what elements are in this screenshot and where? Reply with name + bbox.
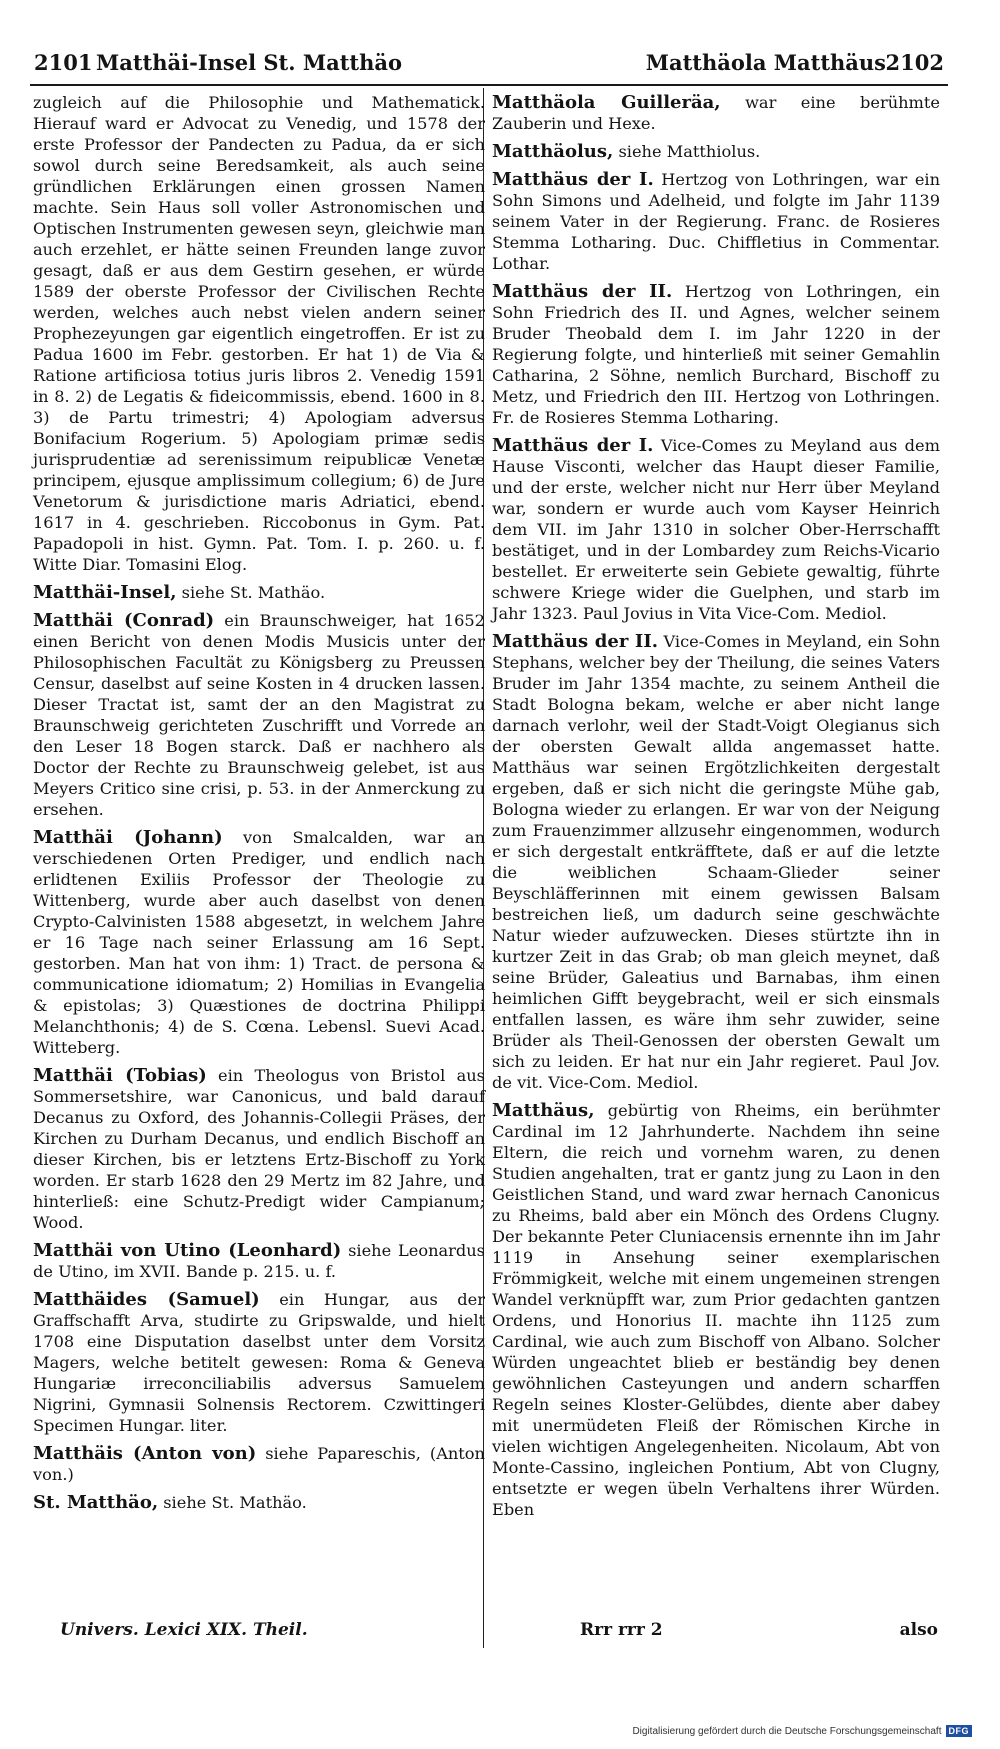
- left-column: [33, 92, 485, 1513]
- entry-text: siehe St. Mathäo.: [163, 1493, 307, 1512]
- lexicon-entry: [492, 281, 940, 428]
- entry-lemma: Matthäi-Insel,: [33, 582, 177, 603]
- running-title-left: Matthäi-Insel St. Matthäo: [96, 50, 403, 75]
- entry-lemma: St. Matthäo,: [33, 1492, 159, 1513]
- catchword: also: [899, 1620, 938, 1640]
- lexicon-entry: [492, 92, 940, 134]
- entry-lemma: Matthäolus,: [492, 141, 614, 162]
- lexicon-entry: [33, 610, 485, 820]
- entry-text: Hertzog von Lothringen, war ein Sohn Simons und Adelheid, und folgte im Jahr 1139 seinem Vater in der Regierung. Franc. de Rosieres Stemma Lotharing. Duc. Chiffletius in Commentar. Lothar.: [492, 170, 940, 273]
- entry-text: Vice-Comes zu Meyland aus dem Hause Visconti, welcher das Haupt dieser Familie, und der erste, welcher nicht nur Herr über Meyland war, sondern er wurde auch vom Kayser Heinrich dem VII. im Jahr 1310 in solcher Ober-Herrschafft bestätiget, und in der Lombardey zum Reichs-Vicario bestellet. Er erweiterte sein Gebiete gewaltig, führte schwere Kriege wider die Guelphen, und starb im Jahr 1323. Paul Jovius in Vita Vice-Com. Mediol.: [492, 436, 940, 623]
- entry-lemma: Matthäus der II.: [492, 631, 659, 652]
- lexicon-entry: [33, 1065, 485, 1233]
- entry-text: siehe Leonardus de Utino, im XVII. Bande p. 215. u. f.: [33, 1241, 485, 1281]
- lexicon-entry: [33, 1443, 485, 1485]
- entry-lemma: Matthäis (Anton von): [33, 1443, 257, 1464]
- lexicon-entry: [492, 435, 940, 624]
- page-header: [30, 44, 948, 86]
- entry-text: siehe Matthiolus.: [618, 142, 761, 161]
- entry-text: Hertzog von Lothringen, ein Sohn Friedrich des II. und Agnes, welcher seinem Bruder Theobald dem I. im Jahr 1220 in der Regierung folgte, und hinterließ mit seiner Gemahlin Catharina, 2 Söhne, nemlich Burchard, Bischoff zu Metz, und Friedrich den III. Hertzog von Lothringen. Fr. de Rosieres Stemma Lotharing.: [492, 282, 940, 427]
- lexicon-entry: [492, 141, 940, 162]
- entry-text: war eine berühmte Zauberin und Hexe.: [492, 93, 940, 133]
- lexicon-entry: [33, 582, 485, 603]
- lexicon-entry: [33, 1492, 485, 1513]
- lexicon-entry: [33, 1289, 485, 1436]
- entry-lemma: Matthäi (Conrad): [33, 610, 215, 631]
- entry-lemma: Matthäola Guilleräa,: [492, 92, 721, 113]
- entry-lemma: Matthäi (Tobias): [33, 1065, 207, 1086]
- signature-left: Univers. Lexici XIX. Theil.: [60, 1620, 308, 1640]
- entry-text: Vice-Comes in Meyland, ein Sohn Stephans, welcher bey der Theilung, die seines Vaters Bruder im Jahr 1354 machte, zu seinem Antheil die Stadt Bologna bekam, welche er aber nicht lange darnach verlohr, weil der Stadt-Voigt Olegianus sich der obersten Gewalt allda angemasset hatte. Matthäus war seinen Ergötzlichkeiten dergestalt ergeben, daß er sich nicht die geringste Mühe gab, Bologna wieder zu erlangen. Er war von der Neigung zum Frauenzimmer allzusehr eingenommen, wodurch er sich dergestalt entkräfftete, daß er auf die letzte die weiblichen Schaam-Glieder seiner Beyschläfferinnen mit einem gewissen Balsam bestreichen ließ, um dadurch seine geschwächte Natur wieder aufzuwecken. Dieses stürtzte ihn in kurtzer Zeit in das Grab; ob man gleich meynet, daß seine Brüder, Galeatius und Barnabas, ihm einen heimlichen Gifft beygebracht, weil er sich einsmals entfallen lassen, es wäre ihm sehr zuwider, seine Brüder als Theil-Genossen der obersten Gewalt um sich zu leiden. Er hat nur ein Jahr regieret. Paul Jov. de vit. Vice-Com. Mediol.: [492, 632, 940, 1092]
- lexicon-entry: [33, 827, 485, 1058]
- entry-text: zugleich auf die Philosophie und Mathematick. Hierauf ward er Advocat zu Venedig, und 1578 der erste Professor der Pandecten zu Padua, da er sich sowol durch seine Beredsamkeit, als auch seine gründlichen Erklärungen einen grossen Namen machte. Sein Haus soll voller Astronomischen und Optischen Instrumenten gewesen seyn, gleichwie man auch erzehlet, er hätte seinen Freunden lange zuvor gesagt, daß er aus dem Gestirn gesehen, er würde 1589 der oberste Professor der Civilischen Rechte werden, welches auch nebst vielen andern seiner Prophezeyungen gar eigentlich eingetroffen. Er ist zu Padua 1600 im Febr. gestorben. Er hat 1) de Via & Ratione artificiosa totius juris libros 2. Venedig 1591 in 8. 2) de Legatis & fideicommissis, ebend. 1600 in 8. 3) de Partu trimestri; 4) Apologiam adversus Bonifacium Rogerium. 5) Apologiam primæ sedis jurisprudentiæ ad serenissimum reipublicæ Venetæ principem, ejusque amplissimum collegium; 6) de Jure Venetorum & jurisdictione maris Adriatici, ebend. 1617 in 4. geschrieben. Riccobonus in Gym. Pat. Papadopoli in hist. Gymn. Pat. Tom. I. p. 260. u. f. Witte Diar. Tomasini Elog.: [33, 93, 485, 574]
- lexicon-entry: [492, 169, 940, 274]
- entry-text: gebürtig von Rheims, ein berühmter Cardinal im 12 Jahrhunderte. Nachdem ihn seine Eltern, die reich und vornehm waren, zu denen Studien angehalten, trat er gantz jung zu Laon in den Geistlichen Stand, und ward zwar hernach Canonicus zu Rheims, bald aber ein Mönch des Ordens Clugny. Der bekannte Peter Cluniacensis ernennte ihn im Jahr 1119 in Ansehung seiner exemplarischen Frömmigkeit, welche mit einem ungemeinen strengen Wandel verknüpfft war, zum Prior gedachten gantzen Ordens, und Honorius II. machte ihn 1125 zum Cardinal, wie auch zum Bischoff von Albano. Solcher Würden ungeachtet blieb er beständig bey denen gewöhnlichen Casteyungen und andern scharffen Regeln seines Kloster-Gelübdes, diente aber dabey mit unermüdeten Fleiß der Römischen Kirche in vielen wichtigen Angelegenheiten. Nicolaum, Abt von Monte-Cassino, ingleichen Pontium, Abt von Clugny, entsetzte er wegen übeln Verhaltens ihrer Würden. Eben: [492, 1101, 940, 1519]
- entry-text: ein Hungar, aus der Graffschafft Arva, studirte zu Gripswalde, und hielt 1708 eine Disputation daselbst unter dem Vorsitz Magers, welche betitelt gewesen: Roma & Geneva Hungariæ irreconciliabilis adversus Samuelem Nigrini, Gymnasii Solnensis Rectorem. Czwittingeri Specimen Hungar. liter.: [33, 1290, 485, 1435]
- entry-text: siehe Papareschis, (Anton von.): [33, 1444, 485, 1484]
- lexicon-entry: [33, 1240, 485, 1282]
- entry-lemma: Matthäi von Utino (Leonhard): [33, 1240, 342, 1261]
- entry-text: siehe St. Mathäo.: [181, 583, 326, 602]
- entry-lemma: Matthäides (Samuel): [33, 1289, 260, 1310]
- page-number-left: 2101: [34, 50, 93, 75]
- lexicon-entry: [33, 92, 485, 575]
- entry-lemma: Matthäus der I.: [492, 169, 654, 190]
- lexicon-entry: [492, 1100, 940, 1520]
- running-title-right: Matthäola Matthäus: [645, 50, 886, 75]
- right-column: [492, 92, 940, 1520]
- entry-lemma: Matthäus,: [492, 1100, 595, 1121]
- entry-text: von Smalcalden, war an verschiedenen Orten Prediger, und endlich nach erlidtenen Exiliis Professor der Theologie zu Wittenberg, wurde aber auch daselbst von denen Crypto-Calvinisten 1588 abgesetzt, in welchem Jahre er 16 Tage nach seiner Erlassung am 16 Sept. gestorben. Man hat von ihm: 1) Tract. de persona & communicatione idiomatum; 2) Homilias in Evangelia & epistolas; 3) Quæstiones de doctrina Philippi Melanchthonis; 4) de S. Cœna. Lebensl. Suevi Acad. Witteberg.: [33, 828, 486, 1057]
- entry-lemma: Matthäus der I.: [492, 435, 654, 456]
- dfg-logo: DFG: [946, 1725, 973, 1737]
- lexicon-entry: [492, 631, 940, 1093]
- credit-text: Digitalisierung gefördert durch die Deutsche Forschungsgemeinschaft: [632, 1725, 942, 1737]
- digitization-credit: [632, 1725, 972, 1737]
- entry-lemma: Matthäus der II.: [492, 281, 673, 302]
- entry-text: ein Theologus von Bristol aus Sommersetshire, war Canonicus, und bald darauf Decanus zu Oxford, des Johannis-Collegii Präses, der Kirchen zu Durham Decanus, und endlich Bischoff an dieser Kirchen, bis er letztens Ertz-Bischoff zu York worden. Er starb 1628 den 29 Mertz im 82 Jahre, und hinterließ: eine Schutz-Predigt wider Campianum; Wood.: [33, 1066, 485, 1232]
- signature-mark: Rrr rrr 2: [580, 1620, 663, 1640]
- page-number-right: 2102: [885, 50, 944, 75]
- entry-lemma: Matthäi (Johann): [33, 827, 223, 848]
- entry-text: ein Braunschweiger, hat 1652 einen Bericht von denen Modis Musicis unter der Philosophischen Facultät zu Königsberg zu Preussen Censur, daselbst auf seine Kosten in 4 drucken lassen. Dieser Tractat ist, samt der an den Magistrat zu Braunschweig gerichteten Zuschrifft und Vorrede an den Leser 18 Bogen starck. Daß er nachhero als Doctor der Rechte zu Braunschweig gelebet, ist aus Meyers Critico sine crisi, p. 53. in der Anmerckung zu ersehen.: [33, 611, 485, 819]
